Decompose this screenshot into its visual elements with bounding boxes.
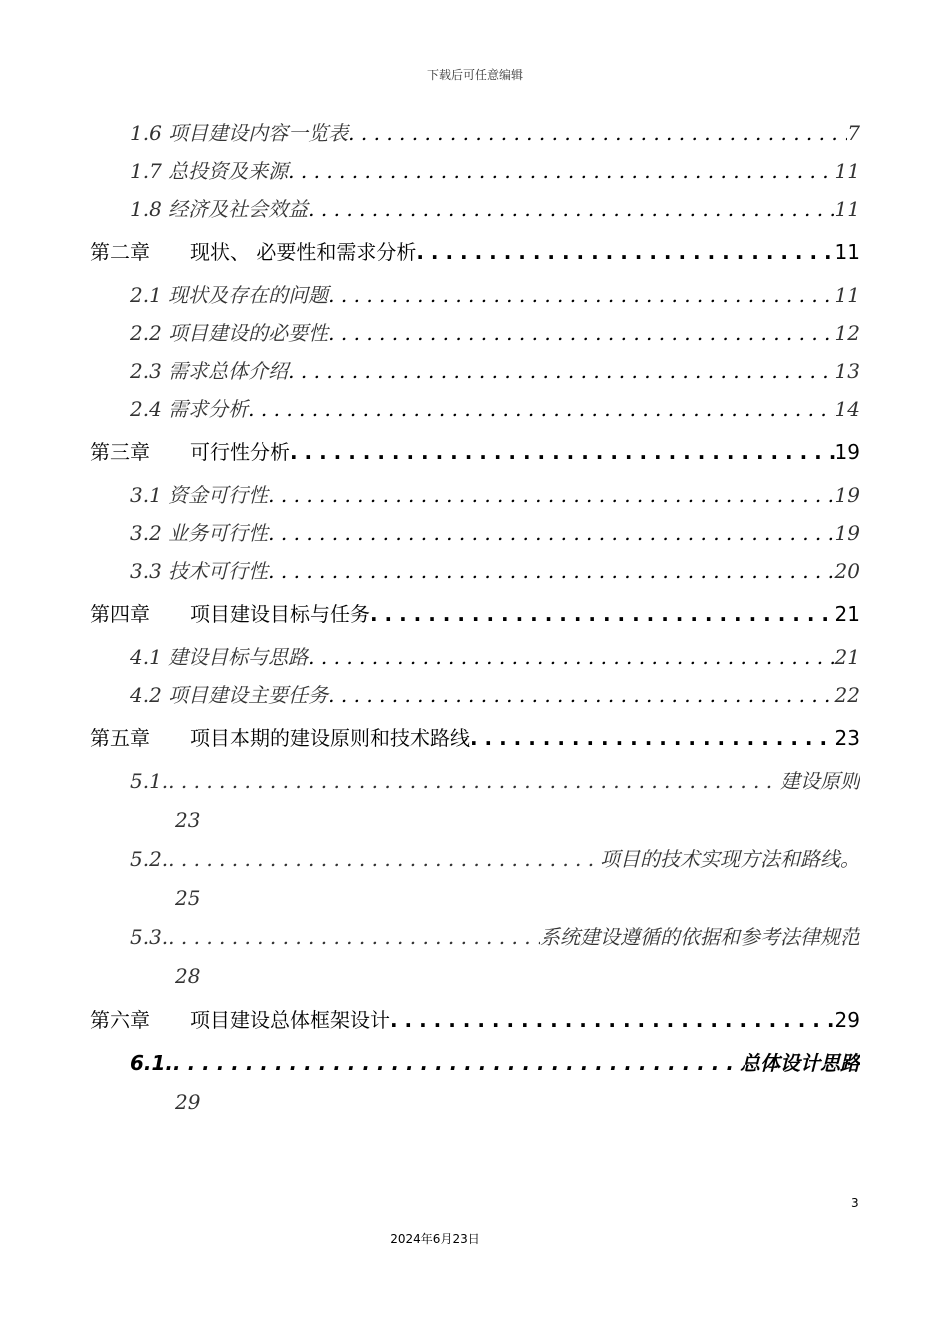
toc-chapter-page: 11 [834, 240, 860, 264]
toc-entry-label: 5.2. [130, 847, 169, 871]
dot-leader [290, 428, 835, 476]
toc-chapter-label [90, 996, 390, 1044]
toc-entry-label: 5.1. [130, 769, 169, 793]
toc-entry-label: 4.1 建设目标与思路 [130, 645, 309, 669]
toc-entry-2-2[interactable] [90, 314, 860, 352]
toc-entry-label: 2.3 需求总体介绍 [130, 359, 289, 383]
toc-entry-page: 25 [175, 886, 201, 910]
dot-leader [168, 840, 600, 878]
toc-entry-label: 3.3 技术可行性 [130, 559, 269, 583]
chapter-number: 第四章 [90, 602, 150, 626]
chapter-number: 第六章 [90, 1008, 150, 1032]
toc-entry-3-1[interactable] [90, 476, 860, 514]
toc-entry-label: 1.7 总投资及来源 [130, 159, 289, 183]
toc-chapter-6[interactable] [90, 996, 860, 1044]
dot-leader [268, 476, 834, 514]
toc-chapter-page: 29 [834, 1008, 860, 1032]
toc-entry-page: 14 [834, 397, 860, 421]
toc-entry-page: 7 [847, 121, 860, 145]
toc-entry-2-3[interactable] [90, 352, 860, 390]
dot-leader [288, 352, 834, 390]
toc-entry-1-7[interactable] [90, 152, 860, 190]
chapter-title: 现状、 必要性和需求分析 [190, 240, 417, 264]
toc-chapter-page: 19 [834, 440, 860, 464]
toc-entry-page: 22 [834, 683, 860, 707]
toc-entry-5-1[interactable] [90, 762, 860, 840]
toc-entry-label: 5.3. [130, 925, 169, 949]
toc-chapter-label [90, 428, 290, 476]
toc-entry-page: 19 [834, 483, 860, 507]
footer-date: 2024年6月23日 [390, 1232, 480, 1246]
page-header: 下载后可任意编辑 [426, 68, 523, 82]
chapter-number: 第二章 [90, 240, 150, 264]
toc-chapter-4[interactable] [90, 590, 860, 638]
dot-leader [328, 314, 834, 352]
toc-entry-3-3[interactable] [90, 552, 860, 590]
page-number: 3 [851, 1196, 859, 1210]
dot-leader [416, 228, 834, 276]
toc-entry-label: 4.2 项目建设主要任务 [130, 683, 329, 707]
dot-leader [470, 714, 835, 762]
toc-chapter-label [90, 590, 370, 638]
dot-leader [268, 552, 834, 590]
dot-leader [328, 276, 834, 314]
toc-entry-title: 项目的技术实现方法和路线。 [600, 847, 860, 871]
dot-leader [390, 996, 835, 1044]
dot-leader [348, 114, 847, 152]
dot-leader [248, 390, 834, 428]
toc-entry-page: 21 [834, 645, 860, 669]
chapter-number: 第五章 [90, 726, 150, 750]
toc-entry-title: 建设原则 [780, 769, 860, 793]
toc-entry-page: 28 [175, 964, 201, 988]
dot-leader [370, 590, 835, 638]
toc-entry-page: 11 [834, 159, 860, 183]
toc-entry-label: 2.2 项目建设的必要性 [130, 321, 329, 345]
toc-chapter-5[interactable] [90, 714, 860, 762]
toc-chapter-page: 21 [834, 602, 860, 626]
dot-leader [168, 762, 780, 800]
toc-entry-label: 2.4 需求分析 [130, 397, 249, 421]
dot-leader [268, 514, 834, 552]
dot-leader [308, 190, 834, 228]
toc-entry-page: 20 [834, 559, 860, 583]
chapter-number: 第三章 [90, 440, 150, 464]
chapter-title: 项目建设目标与任务 [190, 602, 370, 626]
toc-entry-page: 19 [834, 521, 860, 545]
chapter-title: 项目本期的建设原则和技术路线 [190, 726, 470, 750]
dot-leader [168, 918, 540, 956]
toc-chapter-label [90, 714, 470, 762]
toc-entry-page: 12 [834, 321, 860, 345]
toc-entry-1-8[interactable] [90, 190, 860, 228]
toc-chapter-page: 23 [834, 726, 860, 750]
dot-leader [173, 1044, 740, 1082]
dot-leader [328, 676, 834, 714]
toc-entry-label: 2.1 现状及存在的问题 [130, 283, 329, 307]
toc-entry-2-4[interactable] [90, 390, 860, 428]
toc-entry-4-1[interactable] [90, 638, 860, 676]
toc-entry-page: 13 [834, 359, 860, 383]
toc-entry-2-1[interactable] [90, 276, 860, 314]
toc-entry-page: 23 [175, 808, 201, 832]
toc-entry-5-3[interactable] [90, 918, 860, 996]
toc-entry-label: 1.6 项目建设内容一览表 [130, 121, 349, 145]
toc-entry-label: 3.1 资金可行性 [130, 483, 269, 507]
toc-entry-label: 6.1. [130, 1051, 174, 1075]
toc-entry-title: 系统建设遵循的依据和参考法律规范 [540, 925, 860, 949]
toc-entry-6-1[interactable] [90, 1044, 860, 1122]
chapter-title: 项目建设总体框架设计 [190, 1008, 390, 1032]
toc-entry-1-6[interactable] [90, 114, 860, 152]
toc-chapter-2[interactable] [90, 228, 860, 276]
toc-entry-page: 29 [175, 1090, 201, 1114]
toc-entry-page: 11 [834, 197, 860, 221]
toc-chapter-label [90, 228, 416, 276]
toc-entry-page: 11 [834, 283, 860, 307]
toc-entry-4-2[interactable] [90, 676, 860, 714]
toc-entry-title: 总体设计思路 [740, 1051, 860, 1075]
table-of-contents [90, 114, 860, 1122]
toc-chapter-3[interactable] [90, 428, 860, 476]
toc-entry-label: 1.8 经济及社会效益 [130, 197, 309, 221]
toc-entry-5-2[interactable] [90, 840, 860, 918]
toc-entry-label: 3.2 业务可行性 [130, 521, 269, 545]
toc-entry-3-2[interactable] [90, 514, 860, 552]
dot-leader [308, 638, 834, 676]
chapter-title: 可行性分析 [190, 440, 290, 464]
dot-leader [288, 152, 834, 190]
